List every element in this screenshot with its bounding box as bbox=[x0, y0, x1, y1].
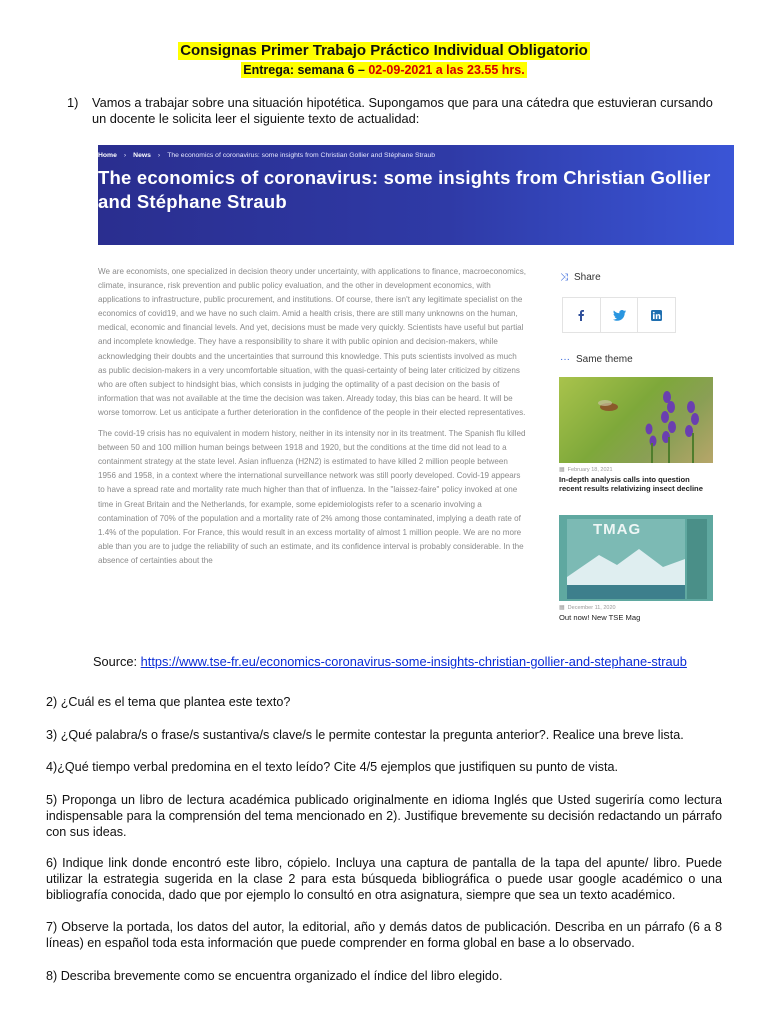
flower-illustration bbox=[559, 377, 713, 463]
question-5: 5) Proponga un libro de lectura académica publicado originalmente en idioma Inglés que Usted sugeriría como lectura indispensable para la comprensión del tema mencionado en 2). Justifique brevemente su decisión redactando un párrafo con sus ideas. bbox=[46, 793, 722, 839]
breadcrumb-separator: › bbox=[123, 152, 127, 159]
article-screenshot bbox=[98, 145, 734, 630]
card-date bbox=[559, 604, 713, 611]
article-paragraph: We are economists, one specialized in decision theory under uncertainty, with applications to finance, macroeconomics, climate, insurance, risk prevention and public policy evaluation, and the other in development economics, with applications to infrastructure, public procurement, and institutions. Of course, there isn't any legitimate specialist on the economics of covid19, and we have no such claim. Amid a health crisis, there are still many unknowns on the human, medical, economic and financial levels. And yet, decisions must be made very quickly. Scientists have useful but partial and incomplete knowledge. They have a responsibility to share it with public opinion and decision-makers, while acknowledging their doubts and the uncertainties that surround this knowledge. This puts scientists involved as much as public decision-makers in a very uncomfortable situation, with the quasi-certainty of being later criticized by citizens who are often subject to hindsight bias, which consists in judging the optimality of a past decision on the basis of information that was not available at the time the decision was taken. Already today, this bias can be heard. It will be worse tomorrow. Let us anticipate a further deterioration in the confidence of the people in their elected representatives. bbox=[98, 267, 526, 417]
related-card bbox=[559, 377, 713, 493]
due-date-line bbox=[241, 62, 526, 78]
question-1-number: 1) bbox=[67, 95, 79, 110]
card-title: Out now! New TSE Mag bbox=[559, 613, 641, 622]
magazine-logo-text: TMAG bbox=[593, 521, 642, 538]
due-date: 02-09-2021 a las 23.55 hrs. bbox=[368, 63, 525, 77]
article-banner bbox=[98, 145, 734, 245]
breadcrumb-current: The economics of coronavirus: some insights from Christian Gollier and Stéphane Straub bbox=[167, 152, 436, 159]
question-4: 4)¿Qué tiempo verbal predomina en el texto leído? Cite 4/5 ejemplos que justifiquen su punto de vista. bbox=[46, 760, 618, 774]
card-date bbox=[559, 466, 713, 473]
question-6: 6) Indique link donde encontró este libro, cópielo. Incluya una captura de pantalla de la tapa del apunte/ libro. Puede utilizar la estrategia sugerida en la clase 2 para esta búsqueda bibliográfica o puede usar google académico o una bibliografía conocida, dado que por ejemplo lo consultó en otra asignatura, siempre que sea un texto académico. bbox=[46, 856, 722, 902]
breadcrumb-news: News bbox=[133, 152, 151, 159]
article-headline: The economics of coronavirus: some insights from Christian Gollier and Stéphane Straub bbox=[98, 167, 711, 212]
source-label: Source: bbox=[93, 654, 141, 669]
due-prefix: Entrega: semana 6 – bbox=[243, 63, 369, 77]
breadcrumb-separator: › bbox=[157, 152, 161, 159]
insect-photo bbox=[559, 377, 713, 463]
same-theme-heading bbox=[560, 354, 633, 365]
calendar-icon: ▦ bbox=[559, 605, 565, 611]
question-1 bbox=[67, 95, 727, 127]
article-paragraph: The covid-19 crisis has no equivalent in modern history, neither in its intensity nor in its treatment. The Spanish flu killed between 50 and 100 million human beings between 1918 and 1920, but the conditions at the time did not lead to a containment strategy at the state level. Asian influenza (H2N2) is estimated to have killed 2 million people between 1956 and 1958, in a context where the international surveillance network was still poorly developed. Covid-19 appears to have a spread rate and mortality rate much higher than that of influenza. In the "laissez-faire" policy invoked at one time in Great Britain and the Netherlands, for example, some epidemiologists refer to a scenario involving a contamination of 70% of the population and a mortality rate of 2% among those contaminated, implying a death rate of 1.4% of the population. For France, this would result in an excess mortality of almost 1 million people. We are no more able than you are to judge the reliability of such an estimate, and its confidence interval is probably considerable. In the absence of certainties about the bbox=[98, 429, 526, 565]
linkedin-button bbox=[638, 298, 675, 332]
card-title: In-depth analysis calls into question recent results relativizing insect decline bbox=[559, 475, 703, 493]
related-card bbox=[559, 515, 713, 622]
facebook-icon bbox=[577, 309, 585, 321]
twitter-icon bbox=[613, 310, 626, 321]
card-date-text: December 11, 2020 bbox=[567, 605, 616, 611]
question-7: 7) Observe la portada, los datos del autor, la editorial, año y demás datos de publicación. Describa en un párrafo (6 a 8 líneas) en español toda esta información que puede comprender en forma global en base a lo observado. bbox=[46, 920, 722, 950]
social-buttons bbox=[562, 297, 676, 333]
linkedin-icon bbox=[651, 310, 662, 321]
question-1-text: Vamos a trabajar sobre una situación hipotética. Supongamos que para una cátedra que estuvieran cursando un docente le solicita leer el siguiente texto de actualidad: bbox=[92, 95, 713, 126]
twitter-button bbox=[601, 298, 639, 332]
source-link[interactable]: https://www.tse-fr.eu/economics-coronavirus-some-insights-christian-gollier-and-stephane-straub bbox=[140, 654, 687, 669]
question-3: 3) ¿Qué palabra/s o frase/s sustantiva/s clave/s le permite contestar la pregunta anterior?. Realice una breve lista. bbox=[46, 728, 684, 742]
breadcrumb bbox=[98, 152, 435, 159]
question-8: 8) Describa brevemente como se encuentra organizado el índice del libro elegido. bbox=[46, 969, 503, 983]
source-line bbox=[93, 654, 687, 670]
breadcrumb-home: Home bbox=[98, 152, 117, 159]
document-title: Consignas Primer Trabajo Práctico Individual Obligatorio bbox=[180, 42, 588, 59]
share-label: Share bbox=[574, 272, 601, 283]
calendar-icon: ▦ bbox=[559, 467, 565, 473]
share-icon: ⤨ bbox=[560, 272, 568, 283]
facebook-button bbox=[563, 298, 601, 332]
article-body bbox=[98, 265, 526, 575]
same-theme-label: Same theme bbox=[576, 354, 633, 365]
dots-icon: ··· bbox=[560, 354, 570, 365]
magazine-cover bbox=[559, 515, 713, 601]
document-header bbox=[0, 42, 768, 79]
card-date-text: February 18, 2021 bbox=[567, 467, 613, 473]
question-2: 2) ¿Cuál es el tema que plantea este texto? bbox=[46, 695, 291, 709]
share-heading bbox=[560, 272, 601, 283]
